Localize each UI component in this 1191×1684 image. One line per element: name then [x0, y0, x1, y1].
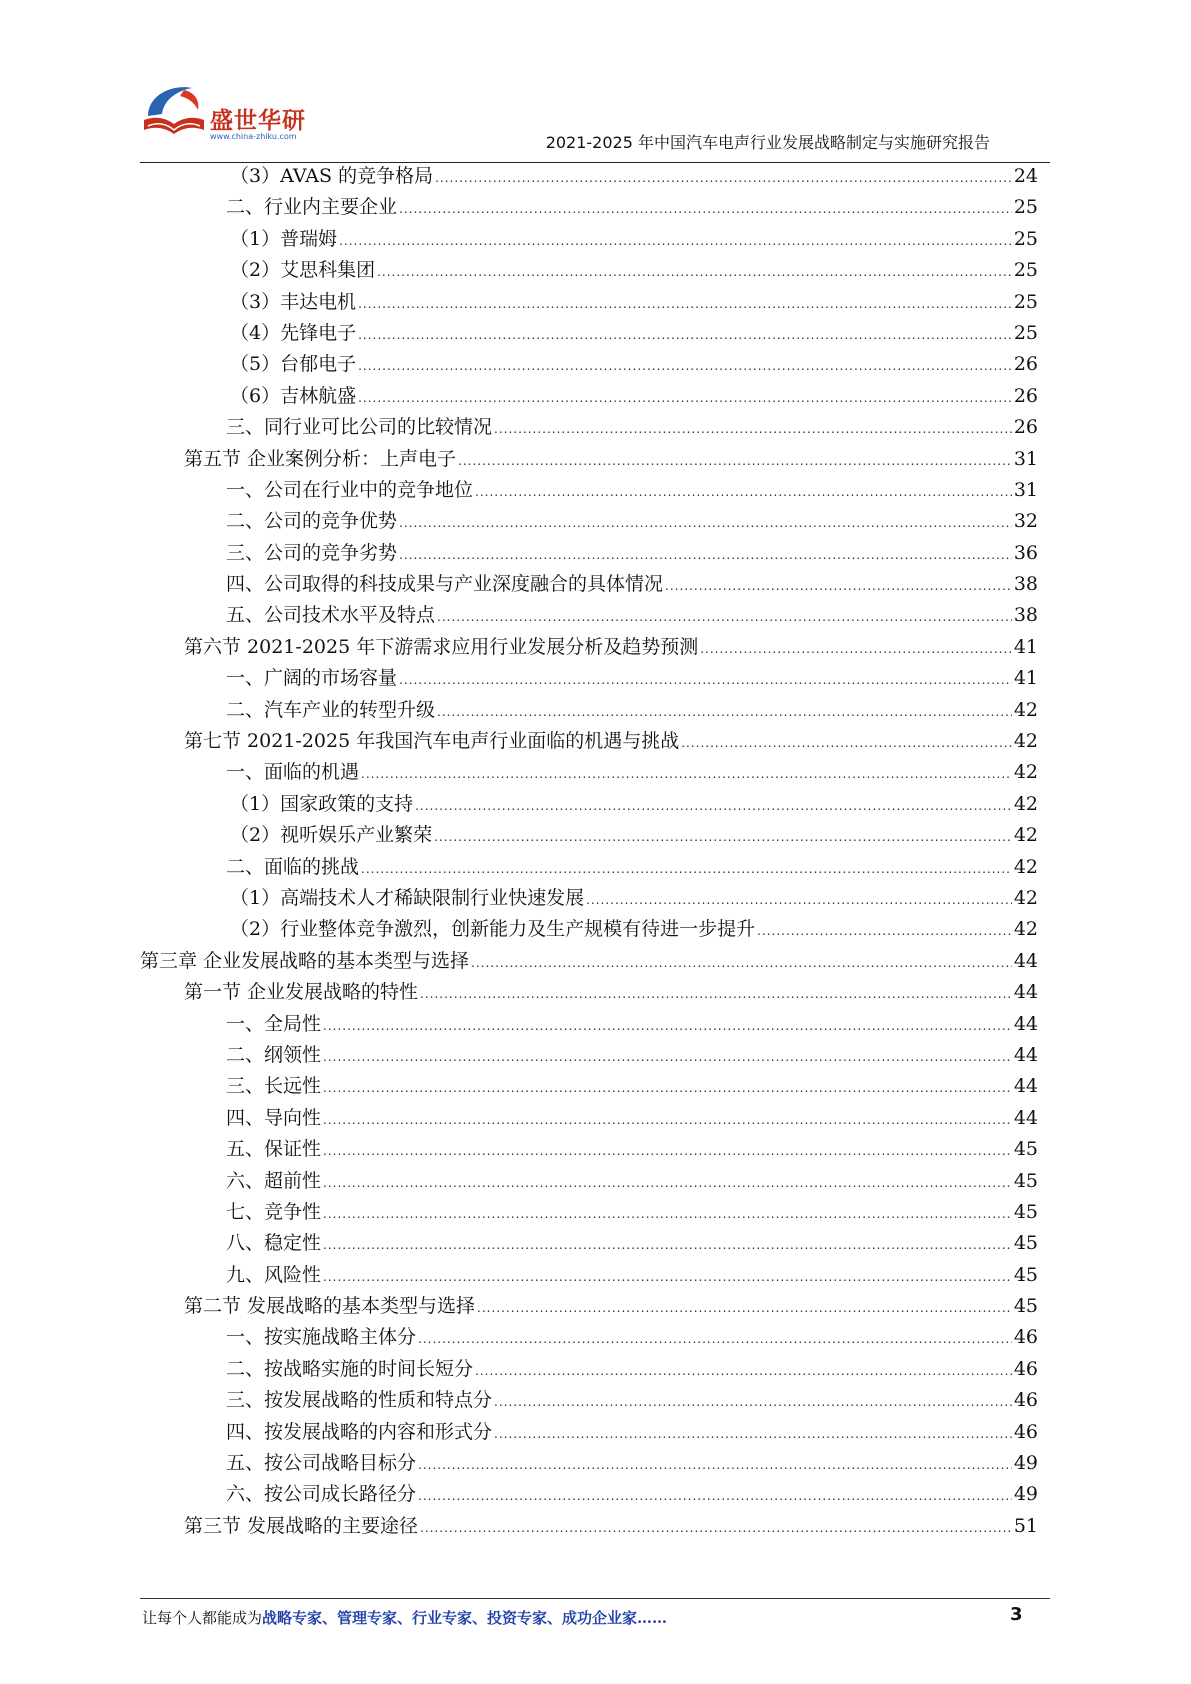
toc-entry-label: 四、按发展战略的内容和形式分	[226, 1420, 493, 1443]
toc-dot-leader	[437, 705, 1012, 719]
toc-entry-label: 二、面临的挑战	[226, 855, 360, 878]
toc-entry-label: 六、超前性	[226, 1169, 322, 1192]
toc-entry-label: 三、按发展战略的性质和特点分	[226, 1389, 493, 1412]
toc-dot-leader	[681, 736, 1012, 750]
toc-entry[interactable]	[140, 349, 1038, 380]
toc-entry-page: 45	[1013, 1295, 1038, 1318]
report-title: 2021-2025 年中国汽车电声行业发展战略制定与实施研究报告	[545, 133, 990, 152]
toc-entry[interactable]	[140, 1009, 1038, 1040]
toc-entry[interactable]	[140, 506, 1038, 537]
toc-entry[interactable]	[140, 757, 1038, 788]
toc-entry-page: 46	[1013, 1420, 1038, 1443]
toc-dot-leader	[323, 1081, 1012, 1095]
toc-entry-label: 四、公司取得的科技成果与产业深度融合的具体情况	[226, 573, 664, 596]
toc-entry-page: 45	[1013, 1138, 1038, 1161]
toc-entry-label: 六、按公司成长路径分	[226, 1483, 417, 1506]
toc-entry[interactable]	[140, 1197, 1038, 1228]
toc-dot-leader	[475, 1364, 1012, 1378]
toc-entry-label: 二、纲领性	[226, 1043, 322, 1066]
toc-entry[interactable]	[140, 1040, 1038, 1071]
toc-dot-leader	[420, 1521, 1012, 1535]
toc-entry[interactable]	[140, 318, 1038, 349]
toc-dot-leader	[458, 454, 1012, 468]
footer-slogan	[142, 1607, 667, 1628]
toc-entry-page: 46	[1013, 1389, 1038, 1412]
toc-entry-label: 第三节 发展战略的主要途径	[184, 1514, 419, 1537]
toc-entry[interactable]	[140, 161, 1038, 192]
toc-entry[interactable]	[140, 1071, 1038, 1102]
toc-entry[interactable]	[140, 569, 1038, 600]
toc-entry-label: （3）丰达电机	[230, 290, 357, 313]
toc-dot-leader	[358, 359, 1012, 373]
toc-entry-page: 41	[1013, 635, 1038, 658]
toc-entry[interactable]	[140, 600, 1038, 631]
toc-entry[interactable]	[140, 1479, 1038, 1510]
toc-entry-label: （2）视听娱乐产业繁荣	[230, 824, 433, 847]
toc-entry-label: 五、保证性	[226, 1138, 322, 1161]
toc-entry-label: 二、汽车产业的转型升级	[226, 698, 436, 721]
toc-entry-label: （2）艾思科集团	[230, 259, 376, 282]
toc-entry-label: （6）吉林航盛	[230, 384, 357, 407]
toc-entry[interactable]	[140, 852, 1038, 883]
toc-entry[interactable]	[140, 192, 1038, 223]
toc-entry-label: 五、按公司战略目标分	[226, 1452, 417, 1475]
company-logo	[140, 80, 340, 150]
toc-dot-leader	[418, 1332, 1012, 1346]
toc-dot-leader	[494, 1395, 1012, 1409]
toc-entry-label: 四、导向性	[226, 1106, 322, 1129]
toc-entry-label: 二、按战略实施的时间长短分	[226, 1357, 474, 1380]
toc-entry[interactable]	[140, 1291, 1038, 1322]
toc-entry-page: 38	[1013, 604, 1038, 627]
toc-entry-label: 九、风险性	[226, 1263, 322, 1286]
toc-entry-label: 二、行业内主要企业	[226, 196, 398, 219]
toc-entry-page: 25	[1013, 227, 1038, 250]
toc-entry-page: 44	[1013, 1106, 1038, 1129]
toc-entry[interactable]	[140, 632, 1038, 663]
toc-dot-leader	[323, 1207, 1012, 1221]
toc-entry-page: 42	[1013, 730, 1038, 753]
toc-entry-label: 二、公司的竞争优势	[226, 510, 398, 533]
toc-entry-page: 31	[1013, 447, 1038, 470]
toc-dot-leader	[339, 234, 1012, 248]
toc-dot-leader	[435, 171, 1012, 185]
toc-entry-label: （1）普瑞姆	[230, 227, 338, 250]
toc-entry-page: 25	[1013, 259, 1038, 282]
toc-entry-label: （3）AVAS 的竞争格局	[230, 165, 434, 187]
logo-name: 盛世华研	[210, 108, 306, 134]
toc-entry-label: （1）国家政策的支持	[230, 792, 414, 815]
toc-entry-label: 三、同行业可比公司的比较情况	[226, 416, 493, 439]
toc-entry[interactable]	[140, 695, 1038, 726]
toc-entry-page: 25	[1013, 196, 1038, 219]
toc-dot-leader	[586, 893, 1012, 907]
toc-entry-page: 42	[1013, 824, 1038, 847]
toc-dot-leader	[323, 1144, 1012, 1158]
toc-dot-leader	[494, 422, 1012, 436]
toc-entry[interactable]	[140, 946, 1038, 977]
toc-entry-label: 一、广阔的市场容量	[226, 667, 398, 690]
toc-entry[interactable]	[140, 789, 1038, 820]
toc-entry[interactable]	[140, 444, 1038, 475]
toc-dot-leader	[399, 202, 1012, 216]
toc-entry[interactable]	[140, 1417, 1038, 1448]
toc-dot-leader	[757, 924, 1012, 938]
toc-entry-page: 25	[1013, 321, 1038, 344]
toc-entry-page: 44	[1013, 1075, 1038, 1098]
toc-entry-page: 42	[1013, 918, 1038, 941]
toc-entry-page: 32	[1013, 510, 1038, 533]
toc-entry-label: 第三章 企业发展战略的基本类型与选择	[140, 949, 470, 972]
toc-dot-leader	[665, 579, 1012, 593]
toc-entry[interactable]	[140, 224, 1038, 255]
toc-entry[interactable]	[140, 1166, 1038, 1197]
toc-entry-page: 42	[1013, 698, 1038, 721]
toc-entry-page: 38	[1013, 573, 1038, 596]
toc-entry[interactable]	[140, 1103, 1038, 1134]
toc-entry-page: 49	[1013, 1452, 1038, 1475]
toc-dot-leader	[323, 1238, 1012, 1252]
toc-entry-page: 44	[1013, 1012, 1038, 1035]
toc-entry[interactable]	[140, 1228, 1038, 1259]
toc-dot-leader	[415, 799, 1012, 813]
toc-dot-leader	[399, 516, 1012, 530]
toc-entry-label: 三、公司的竞争劣势	[226, 541, 398, 564]
toc-entry-label: （1）高端技术人才稀缺限制行业快速发展	[230, 886, 585, 909]
toc-entry-label: 第六节 2021-2025 年下游需求应用行业发展分析及趋势预测	[184, 635, 699, 658]
toc-entry-page: 45	[1013, 1169, 1038, 1192]
toc-entry[interactable]	[140, 820, 1038, 851]
toc-entry-page: 42	[1013, 761, 1038, 784]
footer-divider	[140, 1598, 1050, 1599]
toc-entry-page: 31	[1013, 478, 1038, 501]
toc-entry[interactable]	[140, 287, 1038, 318]
toc-entry-label: 第七节 2021-2025 年我国汽车电声行业面临的机遇与挑战	[184, 730, 680, 753]
toc-dot-leader	[418, 1458, 1012, 1472]
toc-dot-leader	[361, 862, 1012, 876]
toc-dot-leader	[477, 1301, 1012, 1315]
toc-entry-page: 46	[1013, 1326, 1038, 1349]
toc-entry[interactable]	[140, 538, 1038, 569]
toc-entry[interactable]	[140, 914, 1038, 945]
toc-entry-page: 44	[1013, 949, 1038, 972]
toc-entry-page: 26	[1013, 353, 1038, 376]
toc-entry[interactable]	[140, 475, 1038, 506]
toc-dot-leader	[358, 328, 1012, 342]
toc-entry[interactable]	[140, 977, 1038, 1008]
toc-entry-page: 45	[1013, 1263, 1038, 1286]
toc-entry-label: 第二节 发展战略的基本类型与选择	[184, 1295, 476, 1318]
toc-entry[interactable]	[140, 1322, 1038, 1353]
toc-entry[interactable]	[140, 1511, 1038, 1542]
toc-dot-leader	[323, 1019, 1012, 1033]
toc-dot-leader	[361, 767, 1012, 781]
toc-entry-label: 三、长远性	[226, 1075, 322, 1098]
toc-entry-label: 八、稳定性	[226, 1232, 322, 1255]
toc-entry-page: 51	[1013, 1514, 1038, 1537]
toc-entry[interactable]	[140, 255, 1038, 286]
toc-dot-leader	[471, 956, 1012, 970]
toc-dot-leader	[475, 485, 1012, 499]
toc-entry-page: 42	[1013, 792, 1038, 815]
toc-dot-leader	[420, 987, 1012, 1001]
toc-entry[interactable]	[140, 726, 1038, 757]
toc-entry-page: 41	[1013, 667, 1038, 690]
toc-dot-leader	[494, 1427, 1012, 1441]
toc-entry-label: 五、公司技术水平及特点	[226, 604, 436, 627]
toc-entry-page: 24	[1013, 165, 1038, 187]
toc-entry-label: 一、全局性	[226, 1012, 322, 1035]
toc-entry-page: 49	[1013, 1483, 1038, 1506]
logo-book-icon	[140, 80, 208, 142]
toc-dot-leader	[323, 1176, 1012, 1190]
toc-dot-leader	[323, 1270, 1012, 1284]
toc-dot-leader	[434, 830, 1012, 844]
toc-entry-label: （4）先锋电子	[230, 321, 357, 344]
toc-entry-page: 42	[1013, 855, 1038, 878]
toc-dot-leader	[399, 673, 1012, 687]
toc-entry-page: 42	[1013, 886, 1038, 909]
toc-entry-page: 26	[1013, 416, 1038, 439]
toc-entry[interactable]	[140, 883, 1038, 914]
toc-dot-leader	[358, 297, 1012, 311]
toc-entry-page: 45	[1013, 1232, 1038, 1255]
toc-entry[interactable]	[140, 1260, 1038, 1291]
toc-entry-label: 一、公司在行业中的竞争地位	[226, 478, 474, 501]
page-number: 3	[1010, 1604, 1023, 1625]
logo-url: www.china-zhiku.com	[210, 132, 297, 141]
toc-entry-page: 44	[1013, 981, 1038, 1004]
toc-entry-label: 七、竞争性	[226, 1200, 322, 1223]
toc-entry-page: 45	[1013, 1200, 1038, 1223]
toc-entry[interactable]	[140, 1385, 1038, 1416]
toc-entry-page: 36	[1013, 541, 1038, 564]
footer-slogan-lead: 让每个人都能成为	[142, 1609, 263, 1627]
toc-dot-leader	[323, 1113, 1012, 1127]
toc-entry[interactable]	[140, 1354, 1038, 1385]
toc-entry-label: 第五节 企业案例分析：上声电子	[184, 447, 457, 470]
toc-entry-label: 一、按实施战略主体分	[226, 1326, 417, 1349]
toc-entry-page: 25	[1013, 290, 1038, 313]
table-of-contents	[140, 161, 1038, 1542]
toc-dot-leader	[323, 1050, 1012, 1064]
toc-entry-label: 一、面临的机遇	[226, 761, 360, 784]
toc-dot-leader	[358, 391, 1012, 405]
toc-entry-label: （2）行业整体竞争激烈，创新能力及生产规模有待进一步提升	[230, 918, 756, 941]
toc-entry[interactable]	[140, 663, 1038, 694]
toc-entry-page: 44	[1013, 1043, 1038, 1066]
toc-entry[interactable]	[140, 381, 1038, 412]
toc-dot-leader	[418, 1489, 1012, 1503]
toc-entry-label: （5）台郁电子	[230, 353, 357, 376]
toc-dot-leader	[437, 610, 1012, 624]
toc-dot-leader	[700, 642, 1012, 656]
toc-entry-page: 26	[1013, 384, 1038, 407]
toc-entry[interactable]	[140, 1448, 1038, 1479]
page-header	[140, 80, 1050, 162]
footer-slogan-highlight: 战略专家、管理专家、行业专家、投资专家、成功企业家……	[262, 1609, 668, 1627]
toc-entry-page: 46	[1013, 1357, 1038, 1380]
toc-entry-label: 第一节 企业发展战略的特性	[184, 981, 419, 1004]
toc-entry[interactable]	[140, 412, 1038, 443]
toc-dot-leader	[377, 265, 1012, 279]
toc-entry[interactable]	[140, 1134, 1038, 1165]
toc-dot-leader	[399, 548, 1012, 562]
